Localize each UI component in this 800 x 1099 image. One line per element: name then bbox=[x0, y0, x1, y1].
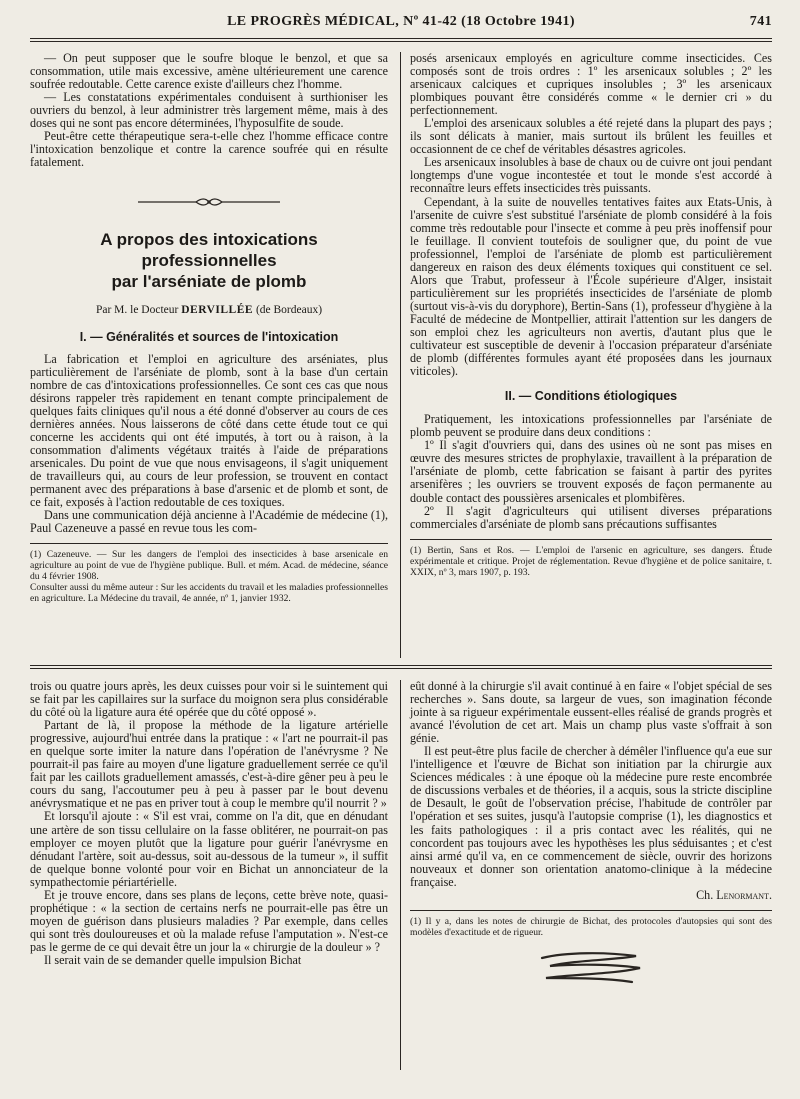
bottom-right-column bbox=[410, 680, 772, 995]
paragraph: eût donné à la chirurgie s'il avait continué à en faire « l'objet spécial de ses recherches ». Sans doute, sa largeur de vues, son imagination féconde jointe à sa rigueur expérimentale eussent-elles réalisé de grands progrès et avancé l'évolution de cet art. Mais un champ plus vaste s'offrait à son génie. bbox=[410, 679, 772, 746]
running-header bbox=[30, 14, 772, 34]
header-rule bbox=[30, 38, 772, 39]
paragraph: posés arsenicaux employés en agriculture comme insecticides. Ces composés sont de trois ordres : 1º les arsenicaux solubles ; 2º les arsenicaux calciques et cupriques insolubles ; 3º les arsenicaux plombiques pouvant être considérés comme « le dernier cri » du perfectionnement. bbox=[410, 51, 772, 118]
paragraph: L'emploi des arsenicaux solubles a été rejeté dans la plupart des pays ; ils sont délicats à manier, mais surtout ils brûlent les feuilles et occasionnent de ce chef de véritables désastres agricoles. bbox=[410, 116, 772, 157]
paragraph: trois ou quatre jours après, les deux cuisses pour voir si le suintement qui se fait par les capillaires sur la surface du moignon sera plus considérable du côté où la ligature aura été opérée que du côté opposé ». bbox=[30, 679, 388, 720]
paragraph: 2º Il s'agit d'agriculteurs qui utilisent diverses préparations commerciales d'arséniate de plomb sans précautions suffisantes bbox=[410, 503, 772, 531]
paragraph: Il est peut-être plus facile de chercher à démêler l'influence qu'a eue sur l'intelligence et l'œuvre de Bichat son initiation par la chirurgie aux Sciences médicales : à une époque où la médecine pure reste encombrée de discussions verbales et de théories, il a acquis, sous la stricte discipline de Desault, le goût de l'observation précise, l'habitude de contrôler par l'opération et ses suites, jusqu'à l'autopsie comprise (1), les diagnostics et les faits pathologiques : il a pris contact avec les réalités, qui ne concordent pas toujours avec les hypothèses les plus séduisantes ; et c'est ainsi armé qu'il va, en ce commencement de siècle, ouvrir des horizons nouveaux et donner son orientation anatomo-clinique à la médecine française. bbox=[410, 744, 772, 889]
end-flourish-icon bbox=[536, 948, 646, 992]
signature-name: Lenormant. bbox=[716, 887, 772, 902]
end-flourish bbox=[410, 948, 772, 995]
paragraph: Partant de là, il propose la méthode de la ligature artérielle progressive, aujourd'hui entrée dans la pratique : « l'art ne pourrait-il pas en quelque sorte imiter la nature dans l'opération de l'anévrysme ? Ne pourrait-il pas faire au moyen d'une ligature graduellement serrée ce qu'il fait par les caillots graduellement amassés, c'est-à-dire gêner peu à peu le cours du sang, l'accoutumer peu à peu à passer par le bout devenu anévrysmatique et ne pas en priver tout à coup le membre qu'il nourrit ? » bbox=[30, 718, 388, 811]
top-left-column bbox=[30, 52, 388, 604]
paragraph: Et lorsqu'il ajoute : « S'il est vrai, comme on l'a dit, que en dénudant une artère de son tissu cellulaire on la fasse oblitérer, ne pourrait-on pas employer ce moyen plutôt que la ligature pour guérir l'anévrysme en dénudant l'artère, soit au-dessus, soit au-dessous de la tumeur », il suffit de quelque bonne volonté pour voir en Bichat un annonciateur de la sympathectomie périartérielle. bbox=[30, 809, 388, 889]
article-separator-rule-2 bbox=[30, 668, 772, 669]
paragraph: Peut-être cette thérapeutique sera-t-elle chez l'homme efficace contre l'intoxication benzolique et contre la carence soufrée qui en résulte fatalement. bbox=[30, 129, 388, 170]
section-ornament bbox=[30, 195, 388, 209]
paragraph: Et je trouve encore, dans ses plans de leçons, cette brève note, quasi-prophétique : « la section de certains nerfs ne pourrait-elle pas être un moyen de guérison dans plusieurs maladies ? Par exemple, dans celles qui sont très douloureuses et où la malade refuse l'amputation ». N'est-ce pas le germe de ce qui devait être un jour la « chirurgie de la douleur » ? bbox=[30, 887, 388, 954]
page-number: 741 bbox=[749, 14, 772, 29]
paragraph: 1º Il s'agit d'ouvriers qui, dans des usines où ne sont pas mises en œuvre des mesures strictes de prophylaxie, travaillent à la préparation de l'arséniate de plomb, cette fabrication se faisant à partir des pyrites arsenifères ; les ouvriers se trouvent exposés de façon permanente au double contact des poussières arsenicales et plombifères. bbox=[410, 438, 772, 505]
bottom-column-divider bbox=[400, 680, 401, 1070]
bottom-left-column bbox=[30, 680, 388, 967]
article-separator-rule bbox=[30, 665, 772, 666]
header-rule-2 bbox=[30, 41, 772, 42]
paragraph: Dans une communication déjà ancienne à l'Académie de médecine (1), Paul Cazeneuve a passé en revue tous les com- bbox=[30, 508, 388, 536]
paragraph: Les arsenicaux insolubles à base de chaux ou de cuivre ont joui pendant longtemps d'une vogue incontestée et tout le monde s'est accordé à reconnaître leurs effets insecticides très puissants. bbox=[410, 155, 772, 196]
ornament-flourish bbox=[134, 195, 284, 209]
top-right-column bbox=[410, 52, 772, 578]
signature: Ch. Lenormant. bbox=[696, 887, 772, 902]
paragraph: — Les constatations expérimentales conduisent à surthioniser les ouvriers du benzol, à leur administrer très largement même, mais à des doses qui ne sont pas encore déterminées, l'hyposulfite de soude. bbox=[30, 90, 388, 131]
section-heading-2: II. — Conditions étiologiques bbox=[504, 389, 678, 404]
paragraph: — On peut supposer que le soufre bloque le benzol, et que sa consommation, utile mais excessive, amène ultérieurement une carence soufrée redoutable. Cette carence existe d'ailleurs chez l'homme. bbox=[30, 51, 388, 92]
paragraph: Pratiquement, les intoxications professionnelles par l'arséniate de plomb peuvent se produire dans deux conditions : bbox=[410, 412, 772, 440]
top-column-divider bbox=[400, 52, 401, 658]
author-name: DERVILLÉE bbox=[181, 304, 254, 317]
paragraph: Il serait vain de se demander quelle impulsion Bichat bbox=[44, 952, 302, 967]
paragraph: Cependant, à la suite de nouvelles tentatives faites aux Etats-Unis, à l'arsenite de cuivre s'est substitué l'arséniate de plomb considéré à la fois comme très redoutable pour l'insecte et comme à peu près inoffensif pour le feuillage. Il convient toutefois de souligner que, du point de vue professionnel, l'emploi de l'arséniate de plomb est particulièrement dangereux en raison des deux éléments toxiques qui constituent ce sel. Alors que Trabut, professeur à l'École supérieure d'Alger, insistait particulièrement sur les propriétés insecticides de l'arséniate de plomb (surtout vis-à-vis du doryphore), Bertin-Sans (1), professeur d'hygiène à la Faculté de médecine de Montpellier, attirait l'attention sur les dangers de son emploi chez les agriculteurs non avertis, d'autant plus que le cultivateur est susceptible de devenir à l'occasion préparateur d'arséniate de plomb (différentes formules ayant été proposées dans les journaux viticoles). bbox=[410, 194, 772, 379]
footnote: (1) Cazeneuve. — Sur les dangers de l'emploi des insecticides à base arsenicale en agriculture au point de vue de l'hygiène publique. Bull. et mém. Acad. de médecine, séance du 4 février 1908. Consulter aussi du même auteur : Sur les accidents du travail et les maladies professionnelles en agriculture. La Médecine du travail, 4e année, nº 1, janvier 1932. bbox=[30, 543, 388, 604]
footnote: (1) Il y a, dans les notes de chirurgie de Bichat, des protocoles d'autopsies qui sont des modèles d'exactitude et de rigueur. bbox=[410, 910, 772, 938]
section-heading-1: I. — Généralités et sources de l'intoxication bbox=[79, 330, 339, 345]
paragraph: La fabrication et l'emploi en agriculture des arséniates, plus particulièrement de l'arséniate de plomb, sont à la base d'un certain nombre de cas d'intoxications professionnelles. Ce sont ces cas que nous désirons rappeler très rapidement en tenant compte principalement de quelques faits cliniques qu'il nous a été donné d'observer au cours de ces dernières années. Nous laisserons de côté dans cette étude tout ce qui concerne les accidents qui ont été imputés, à tort ou à raison, à la consommation d'aliments végétaux traités à l'aide de préparations arsenicales. Du point de vue que nous envisageons, il s'agit uniquement de travailleurs qui, au cours de leur profession, se trouvent en contact permanent avec des préparations à base d'arsenic et de plomb et sont, de ce fait, exposés à l'action redoutable de ces toxiques. bbox=[30, 351, 388, 510]
article-byline: Par M. le Docteur DERVILLÉE (de Bordeaux) bbox=[95, 304, 323, 317]
article-title: A propos des intoxications professionnelles par l'arséniate de plomb bbox=[100, 230, 318, 292]
journal-title: LE PROGRÈS MÉDICAL, Nº 41-42 (18 Octobre 1941) bbox=[227, 14, 575, 29]
footnote: (1) Bertin, Sans et Ros. — L'emploi de l'arsenic en agriculture, ses dangers. Étude expérimentale et critique. Projet de réglementation. Revue d'hygiène et de police sanitaire, t. XXIX, nº 3, mars 1907, p. 193. bbox=[410, 539, 772, 578]
